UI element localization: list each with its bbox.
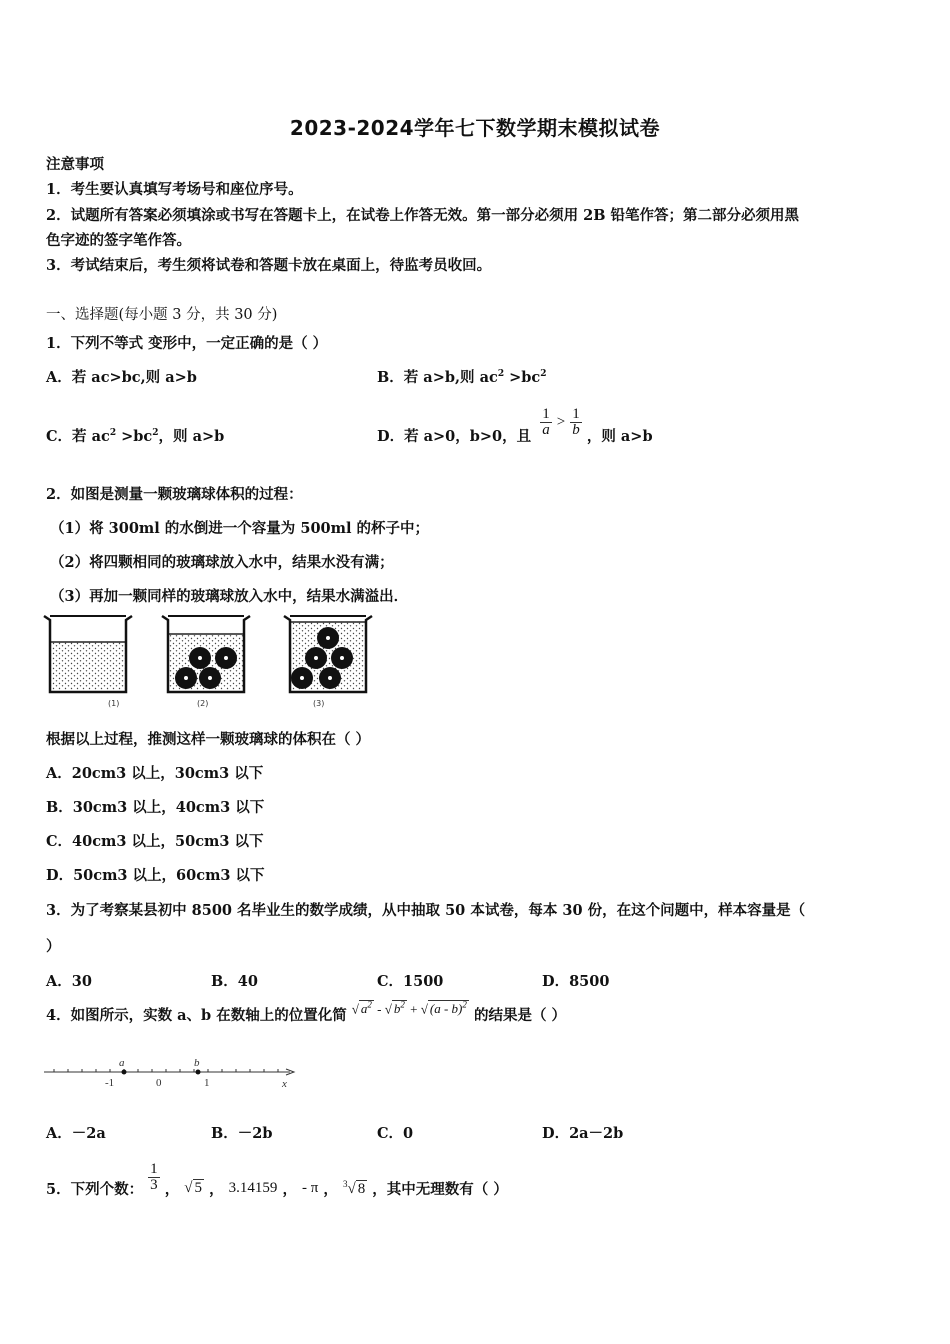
question-1-stem: 1．下列不等式 变形中，一定正确的是（ ） bbox=[46, 335, 328, 352]
glass-ball bbox=[319, 667, 341, 689]
notice-heading: 注意事项 bbox=[46, 156, 104, 173]
q2-ask: 根据以上过程，推测这样一颗玻璃球的体积在（ ） bbox=[46, 731, 371, 748]
q3-option: C．1500 bbox=[377, 973, 444, 990]
glass-ball bbox=[305, 647, 327, 669]
q1-option-d: D．若 a>0，b>0，且 $\frac{1}{a}$ > $\frac{1}{b}$ ，则 a>b bbox=[377, 406, 653, 445]
glass-ball bbox=[175, 667, 197, 689]
beaker-2 bbox=[162, 616, 250, 692]
tick-label: 0 bbox=[156, 1077, 162, 1089]
fraction-1-over-3: $\frac{1}{3}$ bbox=[150, 1161, 158, 1193]
sqrt-5: √ 5 bbox=[184, 1180, 203, 1196]
q1-option-b: B．若 a>b,则 $ac^2 >bc^2$ bbox=[377, 369, 547, 386]
notice-item: 2．试题所有答案必须填涂或书写在答题卡上，在试卷上作答无效。第一部分必须用 2B 铅笔作答；第二部分必须用黑 bbox=[46, 207, 800, 224]
tick-label: -1 bbox=[105, 1077, 115, 1089]
q2-option: B．30cm3 以上，40cm3 以下 bbox=[46, 799, 265, 816]
question-3-stem: 3．为了考察某县初中 8500 名毕业生的数学成绩，从中抽取 50 本试卷，每本 30 份，在这个问题中，样本容量是（ bbox=[46, 902, 806, 919]
q4-option: B．－2b bbox=[211, 1125, 273, 1142]
cbrt-8: $^3$√ 8 bbox=[342, 1179, 366, 1197]
label-b: b bbox=[194, 1057, 200, 1069]
tick-label: 1 bbox=[204, 1077, 210, 1089]
question-3-stem-end: ） bbox=[46, 938, 61, 955]
beaker-figure bbox=[40, 612, 390, 712]
beaker-1 bbox=[44, 616, 132, 692]
point-b bbox=[196, 1070, 201, 1075]
q1-option-c: C．若 $ac^2 >bc^2$，则 a>b bbox=[46, 428, 225, 445]
glass-ball bbox=[317, 627, 339, 649]
q2-step: （1）将 300ml 的水倒进一个容量为 500ml 的杯子中； bbox=[50, 520, 430, 537]
glass-ball bbox=[199, 667, 221, 689]
q4-option: D．2a－2b bbox=[542, 1125, 624, 1142]
q2-option: A．20cm3 以上，30cm3 以下 bbox=[46, 765, 264, 782]
glass-ball bbox=[215, 647, 237, 669]
q1-option-a: A．若 ac>bc,则 a>b bbox=[46, 369, 197, 386]
q4-option: C．0 bbox=[377, 1125, 414, 1142]
page-title: 2023-2024学年七下数学期末模拟试卷 bbox=[289, 116, 661, 140]
fig-label: (1) bbox=[108, 699, 120, 708]
question-5-stem: 5．下列个数： $\frac{1}{3}$ ， √ 5 ， 3.14159 ， - π ， $^3$√ 8 ，其中无理数有（ ） bbox=[46, 1161, 508, 1198]
q2-option: C．40cm3 以上，50cm3 以下 bbox=[46, 833, 264, 850]
fig-label: (3) bbox=[313, 699, 325, 708]
fraction-1-over-b: $\frac{1}{b}$ bbox=[572, 406, 580, 438]
q2-step: （3）再加一颗同样的玻璃球放入水中，结果水满溢出． bbox=[50, 588, 409, 605]
q3-option: A．30 bbox=[46, 973, 92, 990]
glass-ball bbox=[189, 647, 211, 669]
q2-option: D．50cm3 以上，60cm3 以下 bbox=[46, 867, 265, 884]
number-line bbox=[40, 1052, 302, 1092]
notice-item: 3．考试结束后，考生须将试卷和答题卡放在桌面上，待监考员收回。 bbox=[46, 257, 492, 274]
notice-item: 1．考生要认真填写考场号和座位序号。 bbox=[46, 181, 303, 198]
question-2-stem: 2．如图是测量一颗玻璃球体积的过程： bbox=[46, 486, 303, 503]
glass-ball bbox=[331, 647, 353, 669]
fig-label: (2) bbox=[197, 699, 209, 708]
q4-expression: √ $a^2$ - √ $b^2$ + √ (a - b)$^2$ bbox=[351, 1000, 467, 1017]
q2-step: （2）将四颗相同的玻璃球放入水中，结果水没有满； bbox=[50, 554, 394, 571]
axis-label-x: x bbox=[282, 1078, 287, 1090]
fraction-1-over-a: $\frac{1}{a}$ bbox=[542, 406, 550, 438]
q3-option: B．40 bbox=[211, 973, 258, 990]
glass-ball bbox=[291, 667, 313, 689]
beaker-3 bbox=[284, 616, 372, 692]
q4-option: A．－2a bbox=[46, 1125, 106, 1142]
q3-option: D．8500 bbox=[542, 973, 610, 990]
point-a bbox=[122, 1070, 127, 1075]
notice-item: 色字迹的签字笔作答。 bbox=[46, 232, 191, 249]
question-4-stem: 4．如图所示，实数 a、b 在数轴上的位置化简 √ $a^2$ - √ $b^2$ + √ (a - b)$^2$ 的结果是（ ） bbox=[46, 1000, 567, 1024]
section-heading: 一、选择题(每小题 3 分，共 30 分) bbox=[46, 307, 278, 323]
label-a: a bbox=[119, 1057, 125, 1069]
